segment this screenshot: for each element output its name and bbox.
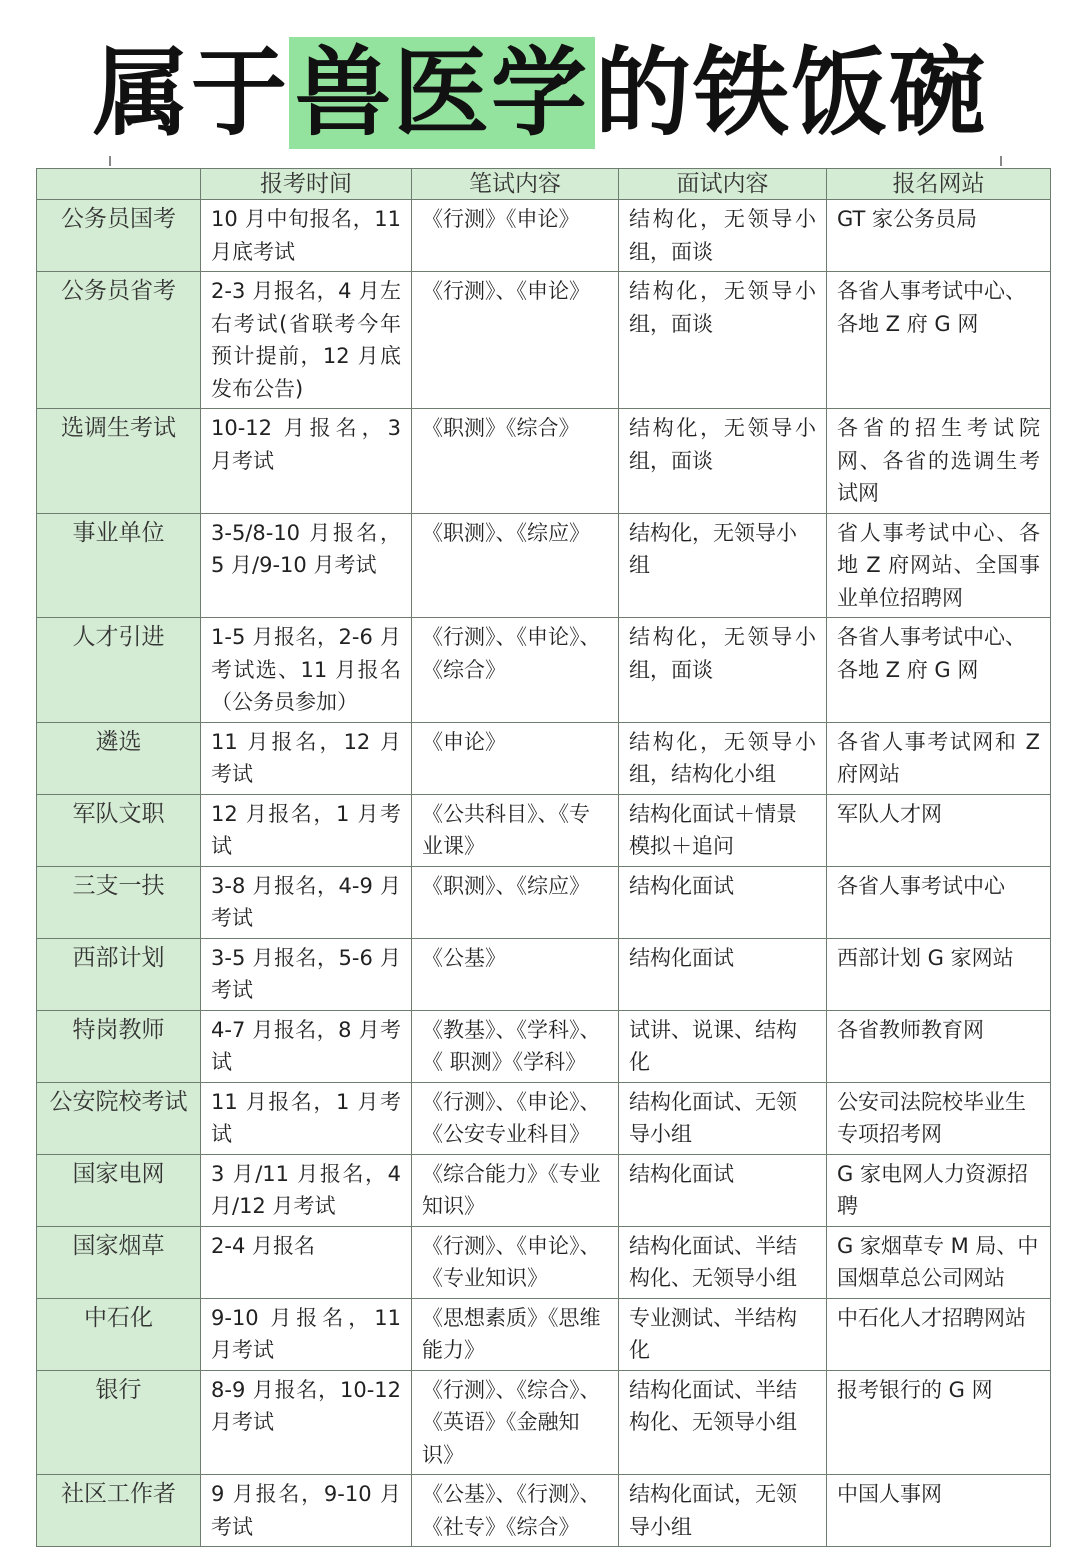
row-category-cell: 特岗教师 (37, 1010, 201, 1082)
registration-time-cell: 3-5/8-10 月报名，5 月/9-10 月考试 (201, 513, 412, 618)
table-row (37, 409, 1051, 514)
table-row (37, 1154, 1051, 1226)
header-cell-website: 报名网站 (827, 169, 1051, 200)
interview-cell: 结构化面试＋情景模拟＋追问 (619, 794, 827, 866)
registration-time-cell: 12 月报名，1 月考试 (201, 794, 412, 866)
website-cell: 各省的招生考试院网、各省的选调生考试网 (827, 409, 1051, 514)
table-row (37, 200, 1051, 272)
table-row (37, 866, 1051, 938)
registration-time-cell: 2-3 月报名，4 月左右考试(省联考今年预计提前，12 月底发布公告) (201, 272, 412, 409)
table-header-row (37, 169, 1051, 200)
registration-time-cell: 3-5 月报名，5-6 月考试 (201, 938, 412, 1010)
written-exam-cell: 《公基》、《行测》、《社专》《综合》 (412, 1475, 619, 1547)
registration-time-cell: 9 月报名，9-10 月考试 (201, 1475, 412, 1547)
row-category-cell: 银行 (37, 1370, 201, 1475)
written-exam-cell: 《申论》 (412, 722, 619, 794)
row-category-cell: 事业单位 (37, 513, 201, 618)
website-cell: G 家电网人力资源招聘 (827, 1154, 1051, 1226)
row-category-cell: 国家电网 (37, 1154, 201, 1226)
header-cell-written-exam: 笔试内容 (412, 169, 619, 200)
interview-cell: 结构化面试，无领导小组 (619, 1475, 827, 1547)
written-exam-cell: 《思想素质》《思维能力》 (412, 1298, 619, 1370)
website-cell: 各省人事考试中心、各地 Z 府 G 网 (827, 618, 1051, 723)
registration-time-cell: 10-12 月报名，3 月考试 (201, 409, 412, 514)
table-row (37, 1298, 1051, 1370)
registration-time-cell: 9-10 月报名，11 月考试 (201, 1298, 412, 1370)
website-cell: 各省教师教育网 (827, 1010, 1051, 1082)
interview-cell: 结构化面试、半结构化、无领导小组 (619, 1370, 827, 1475)
table-row (37, 1226, 1051, 1298)
written-exam-cell: 《公基》 (412, 938, 619, 1010)
title-prefix: 属于 (93, 37, 289, 149)
interview-cell: 结构化，无领导小组 (619, 513, 827, 618)
interview-cell: 结构化，无领导小组，面谈 (619, 200, 827, 272)
header-cell-registration-time: 报考时间 (201, 169, 412, 200)
row-category-cell: 公安院校考试 (37, 1082, 201, 1154)
registration-time-cell: 3-8 月报名，4-9 月考试 (201, 866, 412, 938)
website-cell: 中国人事网 (827, 1475, 1051, 1547)
website-cell: GT 家公务员局 (827, 200, 1051, 272)
written-exam-cell: 《综合能力》《专业知识》 (412, 1154, 619, 1226)
website-cell: 中石化人才招聘网站 (827, 1298, 1051, 1370)
interview-cell: 结构化面试 (619, 1154, 827, 1226)
table-row (37, 272, 1051, 409)
table-row (37, 938, 1051, 1010)
registration-time-cell: 4-7 月报名，8 月考试 (201, 1010, 412, 1082)
table-row (37, 1082, 1051, 1154)
row-category-cell: 选调生考试 (37, 409, 201, 514)
written-exam-cell: 《行测》、《综合》、《英语》《金融知识》 (412, 1370, 619, 1475)
row-category-cell: 西部计划 (37, 938, 201, 1010)
title-highlight: 兽医学 (289, 37, 595, 149)
registration-time-cell: 11 月报名，1 月考试 (201, 1082, 412, 1154)
row-category-cell: 社区工作者 (37, 1475, 201, 1547)
interview-cell: 结构化面试、半结构化、无领导小组 (619, 1226, 827, 1298)
website-cell: 军队人才网 (827, 794, 1051, 866)
registration-time-cell: 2-4 月报名 (201, 1226, 412, 1298)
exam-info-table (36, 168, 1051, 1547)
header-cell-category (37, 169, 201, 200)
row-category-cell: 公务员省考 (37, 272, 201, 409)
written-exam-cell: 《教基》、《学科》、《 职测》《学科》 (412, 1010, 619, 1082)
row-category-cell: 公务员国考 (37, 200, 201, 272)
row-category-cell: 中石化 (37, 1298, 201, 1370)
written-exam-cell: 《职测》《综合》 (412, 409, 619, 514)
table-row (37, 618, 1051, 723)
website-cell: 报考银行的 G 网 (827, 1370, 1051, 1475)
registration-time-cell: 8-9 月报名，10-12 月考试 (201, 1370, 412, 1475)
interview-cell: 结构化，无领导小组，面谈 (619, 272, 827, 409)
row-category-cell: 人才引进 (37, 618, 201, 723)
website-cell: 各省人事考试网和 Z 府网站 (827, 722, 1051, 794)
row-category-cell: 国家烟草 (37, 1226, 201, 1298)
interview-cell: 结构化面试 (619, 866, 827, 938)
registration-time-cell: 3 月/11 月报名，4 月/12 月考试 (201, 1154, 412, 1226)
written-exam-cell: 《行测》、《申论》、《综合》 (412, 618, 619, 723)
interview-cell: 结构化面试 (619, 938, 827, 1010)
website-cell: 公安司法院校毕业生专项招考网 (827, 1082, 1051, 1154)
registration-time-cell: 10 月中旬报名，11 月底考试 (201, 200, 412, 272)
interview-cell: 试讲、说课、结构化 (619, 1010, 827, 1082)
written-exam-cell: 《公共科目》、《专业课》 (412, 794, 619, 866)
website-cell: 西部计划 G 家网站 (827, 938, 1051, 1010)
header-cell-interview: 面试内容 (619, 169, 827, 200)
registration-time-cell: 1-5 月报名，2-6 月考试选、11 月报名（公务员参加） (201, 618, 412, 723)
row-category-cell: 三支一扶 (37, 866, 201, 938)
interview-cell: 专业测试、半结构化 (619, 1298, 827, 1370)
website-cell: G 家烟草专 M 局、中国烟草总公司网站 (827, 1226, 1051, 1298)
table-row (37, 1475, 1051, 1547)
website-cell: 各省人事考试中心、各地 Z 府 G 网 (827, 272, 1051, 409)
written-exam-cell: 《行测》、《申论》、《公安专业科目》 (412, 1082, 619, 1154)
table-row (37, 513, 1051, 618)
title-suffix: 的铁饭碗 (595, 37, 987, 149)
interview-cell: 结构化面试、无领导小组 (619, 1082, 827, 1154)
written-exam-cell: 《职测》、《综应》 (412, 866, 619, 938)
written-exam-cell: 《行测》、《申论》、《专业知识》 (412, 1226, 619, 1298)
written-exam-cell: 《行测》《申论》 (412, 200, 619, 272)
page-title (0, 28, 1080, 158)
written-exam-cell: 《行测》、《申论》 (412, 272, 619, 409)
table-row (37, 722, 1051, 794)
table-row (37, 1010, 1051, 1082)
table-row (37, 1370, 1051, 1475)
scan-tick-mark (109, 156, 111, 166)
interview-cell: 结构化，无领导小组，面谈 (619, 618, 827, 723)
scan-tick-mark (1000, 156, 1002, 166)
interview-cell: 结构化，无领导小组，结构化小组 (619, 722, 827, 794)
registration-time-cell: 11 月报名，12 月考试 (201, 722, 412, 794)
written-exam-cell: 《职测》、《综应》 (412, 513, 619, 618)
row-category-cell: 遴选 (37, 722, 201, 794)
website-cell: 省人事考试中心、各地 Z 府网站、全国事业单位招聘网 (827, 513, 1051, 618)
row-category-cell: 军队文职 (37, 794, 201, 866)
website-cell: 各省人事考试中心 (827, 866, 1051, 938)
table-row (37, 794, 1051, 866)
interview-cell: 结构化，无领导小组，面谈 (619, 409, 827, 514)
